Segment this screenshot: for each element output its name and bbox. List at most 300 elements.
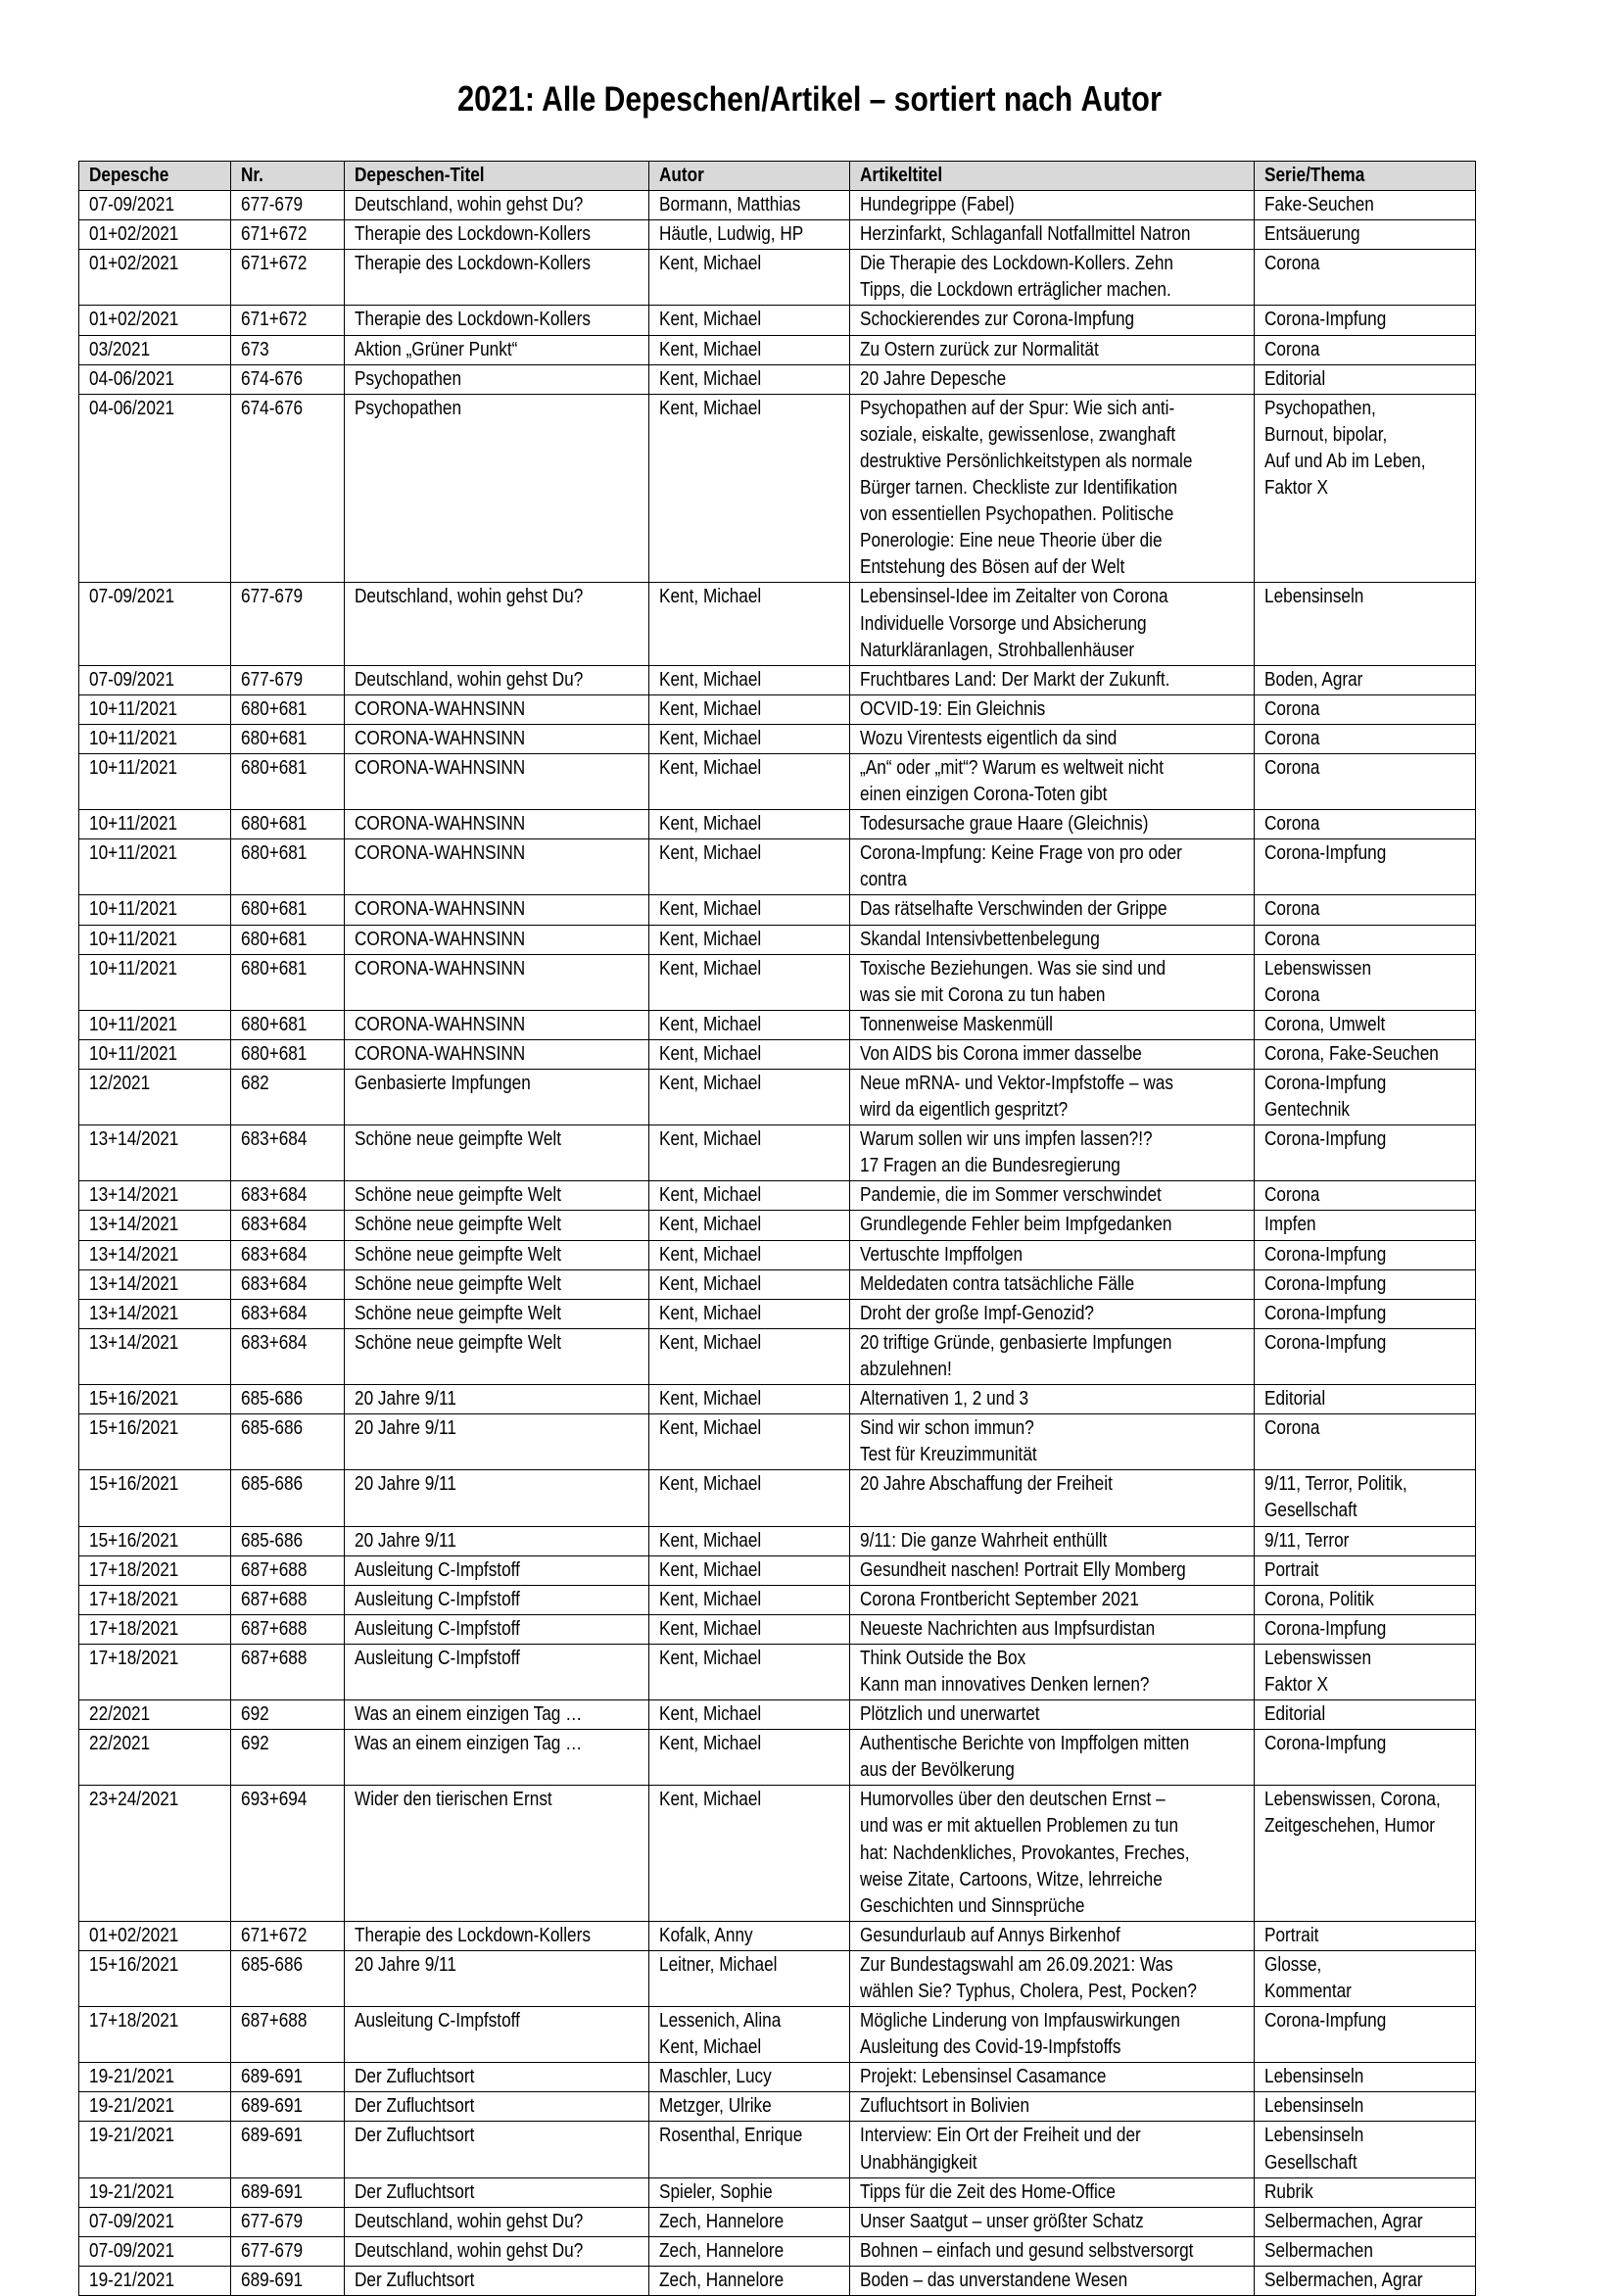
autor-cell: Spieler, Sophie	[649, 2177, 850, 2207]
depesche-cell: 07-09/2021	[79, 665, 231, 694]
nr-cell: 680+681	[231, 694, 345, 724]
header-serie-thema: Serie/Thema	[1255, 162, 1476, 191]
table-row	[79, 810, 1476, 839]
autor-cell: Kent, Michael	[649, 583, 850, 665]
nr-cell: 689-691	[231, 2266, 345, 2295]
artikeltitel-cell: Think Outside the Box Kann man innovatives Denken lernen?	[850, 1644, 1255, 1699]
artikeltitel-cell: Mögliche Linderung von Impfauswirkungen Ausleitung des Covid-19-Impfstoffs	[850, 2007, 1255, 2063]
depesche-cell: 17+18/2021	[79, 1585, 231, 1614]
autor-cell: Kent, Michael	[649, 810, 850, 839]
table-row	[79, 1010, 1476, 1039]
serie-thema-cell: Corona-Impfung	[1255, 2007, 1476, 2063]
depesche-cell: 13+14/2021	[79, 1211, 231, 1240]
nr-cell: 680+681	[231, 1010, 345, 1039]
serie-thema-cell: Corona	[1255, 694, 1476, 724]
table-row	[79, 1526, 1476, 1555]
autor-cell: Kent, Michael	[649, 1328, 850, 1384]
autor-cell: Kent, Michael	[649, 1211, 850, 1240]
artikeltitel-cell: Droht der große Impf-Genozid?	[850, 1299, 1255, 1328]
artikeltitel-cell: Zu Ostern zurück zur Normalität	[850, 335, 1255, 364]
autor-cell: Kent, Michael	[649, 753, 850, 809]
depeschen-titel-cell: Aktion „Grüner Punkt“	[345, 335, 649, 364]
nr-cell: 680+681	[231, 724, 345, 753]
autor-cell: Kent, Michael	[649, 925, 850, 954]
autor-cell: Kent, Michael	[649, 394, 850, 583]
depeschen-titel-cell: Schöne neue geimpfte Welt	[345, 1299, 649, 1328]
depesche-cell: 01+02/2021	[79, 306, 231, 335]
nr-cell: 685-686	[231, 1950, 345, 2006]
autor-cell: Kent, Michael	[649, 1730, 850, 1786]
artikeltitel-cell: Zufluchtsort in Bolivien	[850, 2092, 1255, 2122]
autor-cell: Kent, Michael	[649, 1240, 850, 1269]
serie-thema-cell: Corona-Impfung	[1255, 1269, 1476, 1299]
table-row	[79, 250, 1476, 306]
nr-cell: 683+684	[231, 1181, 345, 1211]
autor-cell: Zech, Hannelore	[649, 2266, 850, 2295]
autor-cell: Lessenich, Alina Kent, Michael	[649, 2007, 850, 2063]
depesche-cell: 07-09/2021	[79, 191, 231, 220]
depesche-cell: 13+14/2021	[79, 1181, 231, 1211]
depeschen-titel-cell: Der Zufluchtsort	[345, 2092, 649, 2122]
autor-cell: Kofalk, Anny	[649, 1921, 850, 1950]
table-row	[79, 925, 1476, 954]
depeschen-titel-cell: Der Zufluchtsort	[345, 2063, 649, 2092]
serie-thema-cell: Corona	[1255, 1414, 1476, 1470]
depeschen-titel-cell: Therapie des Lockdown-Kollers	[345, 250, 649, 306]
nr-cell: 671+672	[231, 220, 345, 250]
depeschen-titel-cell: CORONA-WAHNSINN	[345, 694, 649, 724]
table-row	[79, 694, 1476, 724]
serie-thema-cell: Corona, Fake-Seuchen	[1255, 1039, 1476, 1069]
autor-cell: Kent, Michael	[649, 1585, 850, 1614]
table-row	[79, 364, 1476, 394]
artikeltitel-cell: Zur Bundestagswahl am 26.09.2021: Was wählen Sie? Typhus, Cholera, Pest, Pocken?	[850, 1950, 1255, 2006]
depeschen-titel-cell: Psychopathen	[345, 364, 649, 394]
serie-thema-cell: Corona, Umwelt	[1255, 1010, 1476, 1039]
autor-cell: Kent, Michael	[649, 1555, 850, 1585]
depeschen-titel-cell: Ausleitung C-Impfstoff	[345, 1644, 649, 1699]
table-row	[79, 191, 1476, 220]
depesche-cell: 10+11/2021	[79, 1010, 231, 1039]
depesche-cell: 22/2021	[79, 1700, 231, 1730]
nr-cell: 689-691	[231, 2092, 345, 2122]
autor-cell: Kent, Michael	[649, 364, 850, 394]
serie-thema-cell: Editorial	[1255, 1700, 1476, 1730]
nr-cell: 689-691	[231, 2063, 345, 2092]
depesche-cell: 15+16/2021	[79, 1470, 231, 1526]
depesche-cell: 07-09/2021	[79, 2236, 231, 2266]
serie-thema-cell: Corona-Impfung	[1255, 306, 1476, 335]
serie-thema-cell: Glosse, Kommentar	[1255, 1950, 1476, 2006]
autor-cell: Kent, Michael	[649, 724, 850, 753]
autor-cell: Kent, Michael	[649, 1644, 850, 1699]
table-row	[79, 954, 1476, 1010]
serie-thema-cell: Corona	[1255, 753, 1476, 809]
autor-cell: Kent, Michael	[649, 1526, 850, 1555]
nr-cell: 673	[231, 335, 345, 364]
serie-thema-cell: Psychopathen, Burnout, bipolar, Auf und Ab im Leben, Faktor X	[1255, 394, 1476, 583]
table-header	[79, 162, 1476, 191]
articles-table	[78, 161, 1476, 2296]
serie-thema-cell: 9/11, Terror, Politik, Gesellschaft	[1255, 1470, 1476, 1526]
title-sort-key: Autor	[1080, 78, 1163, 119]
artikeltitel-cell: Tipps für die Zeit des Home-Office	[850, 2177, 1255, 2207]
autor-cell: Kent, Michael	[649, 335, 850, 364]
serie-thema-cell: Portrait	[1255, 1921, 1476, 1950]
table-row	[79, 1921, 1476, 1950]
depeschen-titel-cell: CORONA-WAHNSINN	[345, 724, 649, 753]
artikeltitel-cell: Humorvolles über den deutschen Ernst – und was er mit aktuellen Problemen zu tun hat: Nachdenkliches, Provokantes, Freches, weise Zitate, Cartoons, Witze, lehrreiche Geschichten und Sinnsprüche	[850, 1786, 1255, 1921]
artikeltitel-cell: Psychopathen auf der Spur: Wie sich anti- soziale, eiskalte, gewissenlose, zwanghaft destruktive Persönlichkeitstypen als normale Bürger tarnen. Checkliste zur Identifikation von essentiellen Psychopathen. Politische Ponerologie: Eine neue Theorie über die Entstehung des Bösen auf der Welt	[850, 394, 1255, 583]
depesche-cell: 13+14/2021	[79, 1125, 231, 1181]
serie-thema-cell: Fake-Seuchen	[1255, 191, 1476, 220]
artikeltitel-cell: Fruchtbares Land: Der Markt der Zukunft.	[850, 665, 1255, 694]
table-row	[79, 306, 1476, 335]
autor-cell: Kent, Michael	[649, 1414, 850, 1470]
serie-thema-cell: Corona	[1255, 895, 1476, 925]
depeschen-titel-cell: CORONA-WAHNSINN	[345, 1010, 649, 1039]
autor-cell: Kent, Michael	[649, 1385, 850, 1414]
serie-thema-cell: Corona-Impfung	[1255, 1240, 1476, 1269]
autor-cell: Bormann, Matthias	[649, 191, 850, 220]
serie-thema-cell: Corona-Impfung	[1255, 1730, 1476, 1786]
table-row	[79, 1070, 1476, 1125]
table-row	[79, 1700, 1476, 1730]
autor-cell: Kent, Michael	[649, 694, 850, 724]
artikeltitel-cell: Lebensinsel-Idee im Zeitalter von Corona Individuelle Vorsorge und Absicherung Naturkläranlagen, Strohballenhäuser	[850, 583, 1255, 665]
table-row	[79, 1614, 1476, 1644]
artikeltitel-cell: Todesursache graue Haare (Gleichnis)	[850, 810, 1255, 839]
artikeltitel-cell: Die Therapie des Lockdown-Kollers. Zehn Tipps, die Lockdown erträglicher machen.	[850, 250, 1255, 306]
depeschen-titel-cell: Schöne neue geimpfte Welt	[345, 1240, 649, 1269]
table-row	[79, 1039, 1476, 1069]
depesche-cell: 19-21/2021	[79, 2177, 231, 2207]
artikeltitel-cell: Hundegrippe (Fabel)	[850, 191, 1255, 220]
table-row	[79, 1181, 1476, 1211]
autor-cell: Kent, Michael	[649, 250, 850, 306]
artikeltitel-cell: Vertuschte Impffolgen	[850, 1240, 1255, 1269]
serie-thema-cell: Corona-Impfung	[1255, 1125, 1476, 1181]
table-row	[79, 895, 1476, 925]
nr-cell: 683+684	[231, 1240, 345, 1269]
depesche-cell: 10+11/2021	[79, 810, 231, 839]
nr-cell: 677-679	[231, 2207, 345, 2236]
nr-cell: 680+681	[231, 895, 345, 925]
serie-thema-cell: Corona, Politik	[1255, 1585, 1476, 1614]
table-row	[79, 2236, 1476, 2266]
header-depeschen-titel: Depeschen-Titel	[345, 162, 649, 191]
artikeltitel-cell: OCVID-19: Ein Gleichnis	[850, 694, 1255, 724]
depesche-cell: 01+02/2021	[79, 220, 231, 250]
depeschen-titel-cell: Therapie des Lockdown-Kollers	[345, 306, 649, 335]
autor-cell: Maschler, Lucy	[649, 2063, 850, 2092]
table-row	[79, 1470, 1476, 1526]
nr-cell: 692	[231, 1730, 345, 1786]
serie-thema-cell: Corona-Impfung	[1255, 1614, 1476, 1644]
serie-thema-cell: Corona	[1255, 1181, 1476, 1211]
serie-thema-cell: Corona-Impfung	[1255, 839, 1476, 895]
autor-cell: Rosenthal, Enrique	[649, 2122, 850, 2177]
serie-thema-cell: Lebensinseln	[1255, 583, 1476, 665]
depesche-cell: 19-21/2021	[79, 2092, 231, 2122]
depesche-cell: 15+16/2021	[79, 1414, 231, 1470]
table-row	[79, 335, 1476, 364]
nr-cell: 687+688	[231, 1585, 345, 1614]
autor-cell: Zech, Hannelore	[649, 2236, 850, 2266]
artikeltitel-cell: Plötzlich und unerwartet	[850, 1700, 1255, 1730]
nr-cell: 671+672	[231, 306, 345, 335]
header-depesche: Depesche	[79, 162, 231, 191]
table-row	[79, 665, 1476, 694]
depesche-cell: 17+18/2021	[79, 1555, 231, 1585]
autor-cell: Leitner, Michael	[649, 1950, 850, 2006]
depeschen-titel-cell: Der Zufluchtsort	[345, 2177, 649, 2207]
artikeltitel-cell: Corona-Impfung: Keine Frage von pro oder contra	[850, 839, 1255, 895]
artikeltitel-cell: Gesundheit naschen! Portrait Elly Momberg	[850, 1555, 1255, 1585]
nr-cell: 683+684	[231, 1269, 345, 1299]
artikeltitel-cell: Meldedaten contra tatsächliche Fälle	[850, 1269, 1255, 1299]
serie-thema-cell: Selbermachen, Agrar	[1255, 2266, 1476, 2295]
table-row	[79, 1385, 1476, 1414]
depesche-cell: 10+11/2021	[79, 694, 231, 724]
table-row	[79, 1786, 1476, 1921]
nr-cell: 674-676	[231, 394, 345, 583]
depeschen-titel-cell: 20 Jahre 9/11	[345, 1414, 649, 1470]
depesche-cell: 10+11/2021	[79, 954, 231, 1010]
depesche-cell: 13+14/2021	[79, 1240, 231, 1269]
nr-cell: 682	[231, 1070, 345, 1125]
serie-thema-cell: Corona	[1255, 810, 1476, 839]
autor-cell: Kent, Michael	[649, 1181, 850, 1211]
serie-thema-cell: Lebenswissen, Corona, Zeitgeschehen, Humor	[1255, 1786, 1476, 1921]
serie-thema-cell: Corona	[1255, 335, 1476, 364]
depeschen-titel-cell: Ausleitung C-Impfstoff	[345, 2007, 649, 2063]
artikeltitel-cell: Warum sollen wir uns impfen lassen?!? 17 Fragen an die Bundesregierung	[850, 1125, 1255, 1181]
table-row	[79, 1328, 1476, 1384]
depesche-cell: 10+11/2021	[79, 925, 231, 954]
depeschen-titel-cell: CORONA-WAHNSINN	[345, 753, 649, 809]
serie-thema-cell: Selbermachen, Agrar	[1255, 2207, 1476, 2236]
table-row	[79, 839, 1476, 895]
depesche-cell: 01+02/2021	[79, 1921, 231, 1950]
nr-cell: 685-686	[231, 1526, 345, 1555]
serie-thema-cell: Boden, Agrar	[1255, 665, 1476, 694]
nr-cell: 693+694	[231, 1786, 345, 1921]
artikeltitel-cell: Schockierendes zur Corona-Impfung	[850, 306, 1255, 335]
autor-cell: Kent, Michael	[649, 1470, 850, 1526]
nr-cell: 685-686	[231, 1470, 345, 1526]
depeschen-titel-cell: Was an einem einzigen Tag …	[345, 1700, 649, 1730]
depeschen-titel-cell: Schöne neue geimpfte Welt	[345, 1328, 649, 1384]
depesche-cell: 13+14/2021	[79, 1269, 231, 1299]
depesche-cell: 04-06/2021	[79, 364, 231, 394]
artikeltitel-cell: Gesundurlaub auf Annys Birkenhof	[850, 1921, 1255, 1950]
serie-thema-cell: Corona	[1255, 925, 1476, 954]
depesche-cell: 04-06/2021	[79, 394, 231, 583]
autor-cell: Kent, Michael	[649, 1786, 850, 1921]
depeschen-titel-cell: Der Zufluchtsort	[345, 2266, 649, 2295]
table-row	[79, 1414, 1476, 1470]
depesche-cell: 13+14/2021	[79, 1328, 231, 1384]
table-row	[79, 1585, 1476, 1614]
nr-cell: 687+688	[231, 1614, 345, 1644]
nr-cell: 677-679	[231, 191, 345, 220]
header-autor: Autor	[649, 162, 850, 191]
nr-cell: 680+681	[231, 925, 345, 954]
depesche-cell: 19-21/2021	[79, 2063, 231, 2092]
title-year: 2021	[456, 78, 525, 119]
artikeltitel-cell: Grundlegende Fehler beim Impfgedanken	[850, 1211, 1255, 1240]
depesche-cell: 17+18/2021	[79, 1644, 231, 1699]
depeschen-titel-cell: Therapie des Lockdown-Kollers	[345, 1921, 649, 1950]
artikeltitel-cell: Neueste Nachrichten aus Impfsurdistan	[850, 1614, 1255, 1644]
nr-cell: 680+681	[231, 810, 345, 839]
nr-cell: 677-679	[231, 583, 345, 665]
autor-cell: Kent, Michael	[649, 1039, 850, 1069]
depesche-cell: 13+14/2021	[79, 1299, 231, 1328]
depeschen-titel-cell: Schöne neue geimpfte Welt	[345, 1211, 649, 1240]
depeschen-titel-cell: CORONA-WAHNSINN	[345, 954, 649, 1010]
table-row	[79, 2007, 1476, 2063]
nr-cell: 680+681	[231, 753, 345, 809]
autor-cell: Kent, Michael	[649, 1070, 850, 1125]
table-row	[79, 753, 1476, 809]
depesche-cell: 15+16/2021	[79, 1385, 231, 1414]
nr-cell: 689-691	[231, 2122, 345, 2177]
depeschen-titel-cell: Deutschland, wohin gehst Du?	[345, 665, 649, 694]
artikeltitel-cell: Corona Frontbericht September 2021	[850, 1585, 1255, 1614]
serie-thema-cell: Corona-Impfung	[1255, 1328, 1476, 1384]
depeschen-titel-cell: Deutschland, wohin gehst Du?	[345, 191, 649, 220]
depesche-cell: 19-21/2021	[79, 2122, 231, 2177]
artikeltitel-cell: Pandemie, die im Sommer verschwindet	[850, 1181, 1255, 1211]
depesche-cell: 03/2021	[79, 335, 231, 364]
depesche-cell: 07-09/2021	[79, 2207, 231, 2236]
autor-cell: Kent, Michael	[649, 1010, 850, 1039]
table-row	[79, 2063, 1476, 2092]
table-row	[79, 1950, 1476, 2006]
depeschen-titel-cell: 20 Jahre 9/11	[345, 1526, 649, 1555]
depesche-cell: 23+24/2021	[79, 1786, 231, 1921]
table-row	[79, 2092, 1476, 2122]
autor-cell: Kent, Michael	[649, 954, 850, 1010]
depeschen-titel-cell: 20 Jahre 9/11	[345, 1470, 649, 1526]
autor-cell: Kent, Michael	[649, 1269, 850, 1299]
nr-cell: 677-679	[231, 2236, 345, 2266]
table-row	[79, 1269, 1476, 1299]
depesche-cell: 10+11/2021	[79, 839, 231, 895]
table-row	[79, 220, 1476, 250]
artikeltitel-cell: Projekt: Lebensinsel Casamance	[850, 2063, 1255, 2092]
depeschen-titel-cell: 20 Jahre 9/11	[345, 1385, 649, 1414]
depesche-cell: 19-21/2021	[79, 2266, 231, 2295]
depesche-cell: 10+11/2021	[79, 1039, 231, 1069]
table-row	[79, 2122, 1476, 2177]
table-row	[79, 2177, 1476, 2207]
table-row	[79, 1555, 1476, 1585]
depeschen-titel-cell: Wider den tierischen Ernst	[345, 1786, 649, 1921]
title-text: : Alle Depeschen/Artikel – sortiert nach	[524, 80, 1081, 119]
nr-cell: 671+672	[231, 250, 345, 306]
autor-cell: Kent, Michael	[649, 1299, 850, 1328]
autor-cell: Kent, Michael	[649, 1700, 850, 1730]
depeschen-titel-cell: Deutschland, wohin gehst Du?	[345, 2236, 649, 2266]
depeschen-titel-cell: CORONA-WAHNSINN	[345, 925, 649, 954]
serie-thema-cell: Lebenswissen Faktor X	[1255, 1644, 1476, 1699]
table-row	[79, 583, 1476, 665]
nr-cell: 692	[231, 1700, 345, 1730]
depeschen-titel-cell: Der Zufluchtsort	[345, 2122, 649, 2177]
nr-cell: 683+684	[231, 1299, 345, 1328]
depeschen-titel-cell: Ausleitung C-Impfstoff	[345, 1585, 649, 1614]
header-row	[79, 162, 1476, 191]
artikeltitel-cell: Skandal Intensivbettenbelegung	[850, 925, 1255, 954]
depesche-cell: 01+02/2021	[79, 250, 231, 306]
autor-cell: Häutle, Ludwig, HP	[649, 220, 850, 250]
autor-cell: Kent, Michael	[649, 306, 850, 335]
nr-cell: 685-686	[231, 1385, 345, 1414]
header-artikeltitel: Artikeltitel	[850, 162, 1255, 191]
depeschen-titel-cell: Deutschland, wohin gehst Du?	[345, 2207, 649, 2236]
artikeltitel-cell: „An“ oder „mit“? Warum es weltweit nicht einen einzigen Corona-Toten gibt	[850, 753, 1255, 809]
artikeltitel-cell: Neue mRNA- und Vektor-Impfstoffe – was wird da eigentlich gespritzt?	[850, 1070, 1255, 1125]
table-row	[79, 1240, 1476, 1269]
artikeltitel-cell: Tonnenweise Maskenmüll	[850, 1010, 1255, 1039]
artikeltitel-cell: 20 Jahre Abschaffung der Freiheit	[850, 1470, 1255, 1526]
autor-cell: Kent, Michael	[649, 895, 850, 925]
serie-thema-cell: Corona	[1255, 724, 1476, 753]
depesche-cell: 12/2021	[79, 1070, 231, 1125]
depeschen-titel-cell: Deutschland, wohin gehst Du?	[345, 583, 649, 665]
artikeltitel-cell: 20 Jahre Depesche	[850, 364, 1255, 394]
autor-cell: Zech, Hannelore	[649, 2207, 850, 2236]
depeschen-titel-cell: CORONA-WAHNSINN	[345, 895, 649, 925]
depesche-cell: 17+18/2021	[79, 1614, 231, 1644]
table-row	[79, 394, 1476, 583]
depeschen-titel-cell: Therapie des Lockdown-Kollers	[345, 220, 649, 250]
serie-thema-cell: Lebensinseln	[1255, 2092, 1476, 2122]
nr-cell: 671+672	[231, 1921, 345, 1950]
nr-cell: 683+684	[231, 1328, 345, 1384]
nr-cell: 687+688	[231, 1644, 345, 1699]
depesche-cell: 10+11/2021	[79, 753, 231, 809]
depeschen-titel-cell: Schöne neue geimpfte Welt	[345, 1181, 649, 1211]
depesche-cell: 07-09/2021	[79, 583, 231, 665]
nr-cell: 687+688	[231, 1555, 345, 1585]
serie-thema-cell: Entsäuerung	[1255, 220, 1476, 250]
depesche-cell: 10+11/2021	[79, 724, 231, 753]
table-row	[79, 1125, 1476, 1181]
nr-cell: 683+684	[231, 1211, 345, 1240]
serie-thema-cell: Editorial	[1255, 364, 1476, 394]
artikeltitel-cell: Authentische Berichte von Impffolgen mitten aus der Bevölkerung	[850, 1730, 1255, 1786]
depeschen-titel-cell: CORONA-WAHNSINN	[345, 839, 649, 895]
serie-thema-cell: Corona	[1255, 250, 1476, 306]
depeschen-titel-cell: Psychopathen	[345, 394, 649, 583]
depesche-cell: 15+16/2021	[79, 1526, 231, 1555]
serie-thema-cell: Lebensinseln	[1255, 2063, 1476, 2092]
nr-cell: 680+681	[231, 1039, 345, 1069]
depeschen-titel-cell: Genbasierte Impfungen	[345, 1070, 649, 1125]
serie-thema-cell: Corona-Impfung Gentechnik	[1255, 1070, 1476, 1125]
serie-thema-cell: Selbermachen	[1255, 2236, 1476, 2266]
serie-thema-cell: Portrait	[1255, 1555, 1476, 1585]
table-row	[79, 2207, 1476, 2236]
nr-cell: 685-686	[231, 1414, 345, 1470]
nr-cell: 680+681	[231, 839, 345, 895]
table-row	[79, 1644, 1476, 1699]
artikeltitel-cell: 9/11: Die ganze Wahrheit enthüllt	[850, 1526, 1255, 1555]
